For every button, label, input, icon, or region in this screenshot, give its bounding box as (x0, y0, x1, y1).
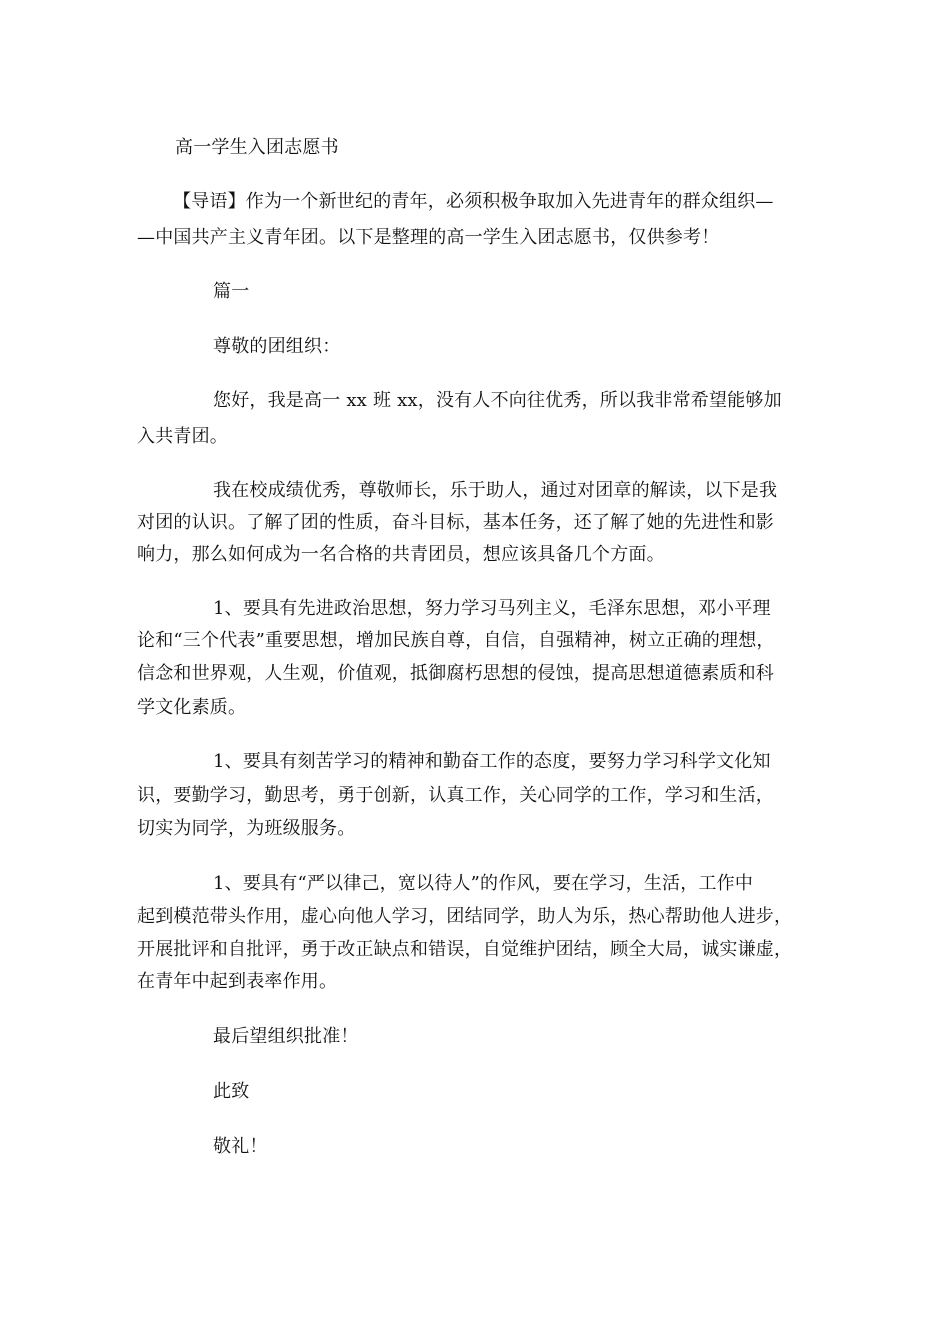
point2-line-1: 1、要具有刻苦学习的精神和勤奋工作的态度，要努力学习科学文化知 (213, 751, 771, 772)
point2-line-2: 识，要勤学习，勤思考，勇于创新，认真工作，关心同学的工作，学习和生活， (137, 785, 774, 806)
point1-line-3: 信念和世界观，人生观，价值观，抵御腐朽思想的侵蚀，提高思想道德素质和科 (137, 663, 774, 684)
point2-line-3: 切实为同学，为班级服务。 (137, 818, 356, 839)
para2-line-1: 我在校成绩优秀，尊敬师长，乐于助人，通过对团章的解读，以下是我 (213, 480, 778, 501)
point3-line-4: 在青年中起到表率作用。 (137, 971, 338, 992)
closing-line: 最后望组织批准！ (213, 1026, 359, 1047)
point1-line-1: 1、要具有先进政治思想，努力学习马列主义，毛泽东思想，邓小平理 (213, 598, 771, 619)
point3-line-2: 起到模范带头作用，虚心向他人学习，团结同学，助人为乐，热心帮助他人进步， (137, 906, 793, 927)
section-heading: 篇一 (213, 281, 250, 302)
para2-line-3: 响力，那么如何成为一名合格的共青团员，想应该具备几个方面。 (137, 544, 665, 565)
para2-line-2: 对团的认识。了解了团的性质，奋斗目标，基本任务，还了解了她的先进性和影 (137, 512, 774, 533)
para1-line-2: 入共青团。 (137, 426, 228, 447)
point3-line-1: 1、要具有“严以律己，宽以待人”的作风，要在学习，生活，工作中 (213, 873, 754, 894)
point3-line-3: 开展批评和自批评，勇于改正缺点和错误，自觉维护团结，顾全大局，诚实谦虚， (137, 939, 793, 960)
para1-line-1: 您好，我是高一 xx 班 xx，没有人不向往优秀，所以我非常希望能够加 (213, 390, 782, 411)
regards-line-2: 敬礼！ (213, 1136, 268, 1157)
regards-line-1: 此致 (213, 1081, 250, 1102)
point1-line-4: 学文化素质。 (137, 697, 247, 718)
point1-line-2: 论和“三个代表”重要思想，增加民族自尊，自信，自强精神，树立正确的理想， (137, 630, 775, 651)
intro-line-1: 【导语】作为一个新世纪的青年，必须积极争取加入先进青年的群众组织— (173, 191, 774, 212)
document-title: 高一学生入团志愿书 (175, 137, 339, 158)
salutation: 尊敬的团组织： (213, 336, 341, 357)
intro-line-2: —中国共产主义青年团。以下是整理的高一学生入团志愿书，仅供参考！ (137, 227, 720, 248)
